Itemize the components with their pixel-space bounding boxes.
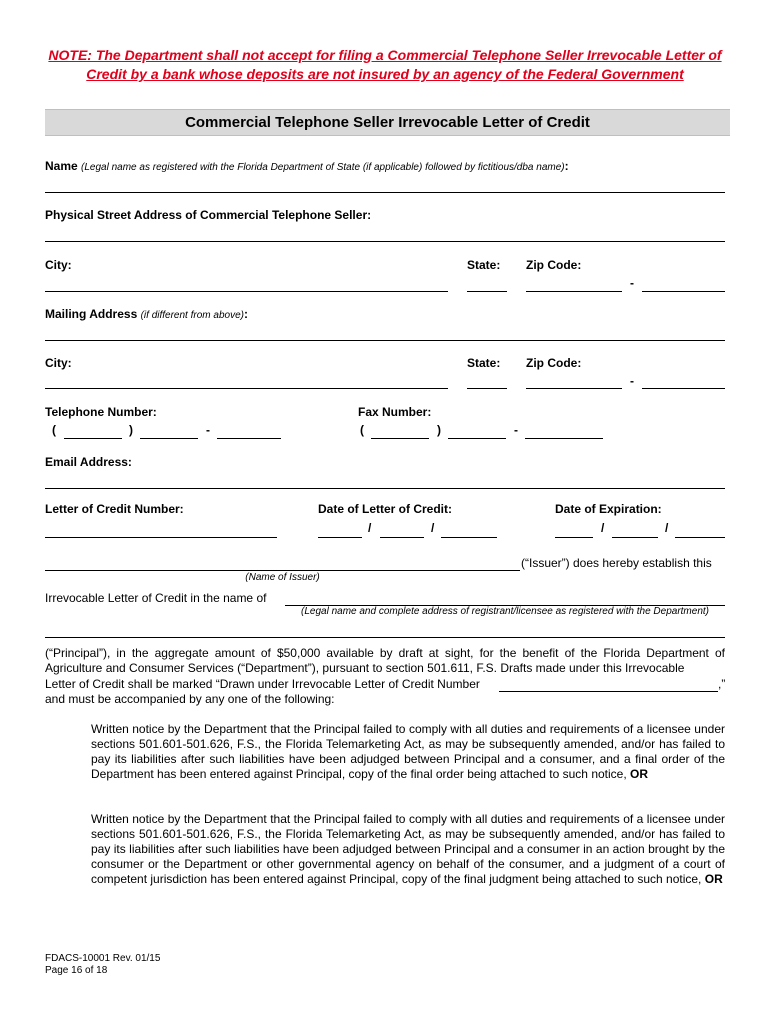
fax-dash: - xyxy=(514,423,518,437)
name-label: Name xyxy=(45,159,78,173)
issuer-name-field[interactable] xyxy=(45,570,520,571)
loc-date-label: Date of Letter of Credit: xyxy=(318,502,453,516)
expiration-day-field[interactable] xyxy=(612,537,658,538)
fax-open-paren: ( xyxy=(360,423,364,437)
loc-number-label: Letter of Credit Number: xyxy=(45,502,184,516)
expiration-slash-1: / xyxy=(601,521,605,535)
email-label: Email Address: xyxy=(45,455,132,469)
zip-field[interactable] xyxy=(526,291,622,292)
mailing-city-field[interactable] xyxy=(45,388,448,389)
condition-2-or: OR xyxy=(704,872,723,886)
phone-close-paren: ) xyxy=(129,423,133,437)
filing-note: NOTE: The Department shall not accept for filing a Commercial Telephone Seller Irrevocable Letter of Credit by a bank whose deposits are not insured by an agency of the Federal Government xyxy=(48,47,722,82)
physical-address-field[interactable] xyxy=(45,241,725,242)
condition-2-text: Written notice by the Department that the Principal failed to comply with all duties and requirements of a licensee under sections 501.601-501.626, F.S., the Florida Telemarketing Act, as may be subsequently amended, and/or has failed to pay its liabilities after such liabilities have been adjudged between Principal and a consumer in an action brought by the consumer or the Department or other governmental agency on behalf of the consumer, and a judgment of a court of competent jurisdiction has been entered against Principal, copy of the final judgment being attached to such notice, xyxy=(91,812,725,886)
footer-page-number: Page 16 of 18 xyxy=(45,965,108,976)
draft-marking-close-quote: ,” xyxy=(718,677,726,691)
condition-1-text: Written notice by the Department that the Principal failed to comply with all duties and requirements of a licensee under sections 501.601-501.626, F.S., the Florida Telemarketing Act, as may be subsequently amended, and/or has failed to pay its liabilities after such liabilities have been adjudged between Principal and a consumer, and a final order of the Department has been entered against Principal, copy of the final order being attached to such notice, xyxy=(91,722,725,781)
phone-dash: - xyxy=(206,423,210,437)
fax-label: Fax Number: xyxy=(358,405,432,419)
city-field[interactable] xyxy=(45,291,448,292)
condition-2 xyxy=(91,812,725,887)
phone-line-field[interactable] xyxy=(217,438,281,439)
mailing-zip-dash: - xyxy=(630,374,634,388)
loc-date-month-field[interactable] xyxy=(318,537,362,538)
mailing-label: Mailing Address xyxy=(45,307,138,321)
name-hint: (Legal name as registered with the Florida Department of State (if applicable) followed by fictitious/dba name) xyxy=(81,162,565,173)
issuer-statement: (“Issuer”) does hereby establish this xyxy=(521,556,712,570)
expiration-month-field[interactable] xyxy=(555,537,593,538)
page-title: Commercial Telephone Seller Irrevocable Letter of Credit xyxy=(185,114,590,131)
principal-caption: (Legal name and complete address of registrant/licensee as registered with the Department) xyxy=(301,606,709,617)
body-line-draft-marking: Letter of Credit shall be marked “Drawn under Irrevocable Letter of Credit Number xyxy=(45,677,480,691)
zip-dash: - xyxy=(630,276,634,290)
phone-prefix-field[interactable] xyxy=(140,438,198,439)
mailing-colon: : xyxy=(243,307,248,321)
mailing-zip-field[interactable] xyxy=(526,388,622,389)
body-line-accompanied: and must be accompanied by any one of the following: xyxy=(45,692,335,706)
draft-loc-number-field[interactable] xyxy=(499,691,718,692)
physical-address-label: Physical Street Address of Commercial Telephone Seller: xyxy=(45,208,372,222)
mailing-label-row xyxy=(45,307,248,321)
mailing-address-field[interactable] xyxy=(45,340,725,341)
state-label: State: xyxy=(467,258,501,272)
mailing-hint: (if different from above) xyxy=(140,310,244,321)
loc-date-year-field[interactable] xyxy=(441,537,497,538)
mailing-zip-label: Zip Code: xyxy=(526,356,582,370)
footer-form-id: FDACS-10001 Rev. 01/15 xyxy=(45,953,161,964)
issuer-caption: (Name of Issuer) xyxy=(245,572,320,583)
loc-date-day-field[interactable] xyxy=(380,537,424,538)
phone-area-code-field[interactable] xyxy=(64,438,122,439)
mailing-zip-ext-field[interactable] xyxy=(642,388,725,389)
expiration-date-label: Date of Expiration: xyxy=(555,502,662,516)
fax-close-paren: ) xyxy=(437,423,441,437)
city-label: City: xyxy=(45,258,72,272)
loc-date-slash-2: / xyxy=(431,521,435,535)
condition-1-or: OR xyxy=(630,767,649,781)
name-field[interactable] xyxy=(45,192,725,193)
loc-date-slash-1: / xyxy=(368,521,372,535)
name-label-row xyxy=(45,159,569,173)
principal-lead-text: Irrevocable Letter of Credit in the name of xyxy=(45,591,267,605)
name-colon: : xyxy=(564,159,569,173)
fax-prefix-field[interactable] xyxy=(448,438,506,439)
mailing-state-label: State: xyxy=(467,356,501,370)
email-field[interactable] xyxy=(45,488,725,489)
principal-address-field[interactable] xyxy=(45,637,725,638)
telephone-label: Telephone Number: xyxy=(45,405,157,419)
zip-label: Zip Code: xyxy=(526,258,582,272)
expiration-year-field[interactable] xyxy=(675,537,725,538)
condition-1 xyxy=(91,722,725,782)
mailing-city-label: City: xyxy=(45,356,72,370)
expiration-slash-2: / xyxy=(665,521,669,535)
loc-number-field[interactable] xyxy=(45,537,277,538)
mailing-state-field[interactable] xyxy=(467,388,507,389)
fax-line-field[interactable] xyxy=(525,438,603,439)
phone-open-paren: ( xyxy=(52,423,56,437)
fax-area-code-field[interactable] xyxy=(371,438,429,439)
zip-ext-field[interactable] xyxy=(642,291,725,292)
title-bar xyxy=(45,109,730,136)
state-field[interactable] xyxy=(467,291,507,292)
body-paragraph: (“Principal”), in the aggregate amount of $50,000 available by draft at sight, for the benefit of the Florida Department of Agriculture and Consumer Services (“Department”), pursuant to section 501.611, F.S. Drafts made under this Irrevocable xyxy=(45,646,725,675)
